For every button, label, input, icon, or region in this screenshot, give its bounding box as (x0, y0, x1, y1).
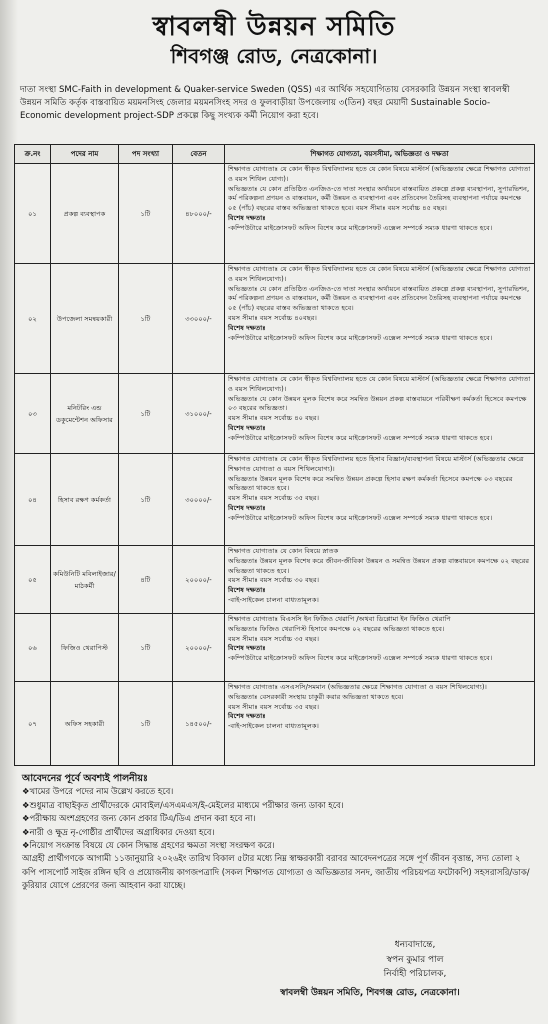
requirement-line: বিশেষ দক্ষতাঃ (228, 503, 266, 512)
header-post-name: পদের নাম (51, 145, 119, 164)
notice-item: ❖ খামের উপরে পদের নাম উল্লেখ করতে হবে। (22, 785, 532, 798)
requirement-line: বিশেষ দক্ষতাঃ (228, 586, 266, 595)
job-requirements (225, 454, 535, 546)
job-post-count: ১টি (119, 374, 173, 454)
job-post-count: ১টি (119, 614, 173, 682)
job-post-name: উপজেলা সমন্বয়কারী (51, 264, 119, 374)
requirement-line: অভিজ্ঞতাঃ উন্নয়ন মূলক বিশেষ করে সমন্বিত উন্নয়ন প্রকল্পে হিসাব রক্ষণ কর্মকর্তা হিসেবে কমপক্ষে ০৩ বছরের অভিজ্ঞতা থাকতে হবে। (228, 474, 513, 493)
job-post-name: মনিটরিং এন্ড ডকুমেন্টেশন অফিসার (51, 374, 119, 454)
requirement-line: -কম্পিউটারে মাইক্রোসফট অফিস বিশেষ করে মাইক্রোসফট এক্সেল সম্পর্কে সম্যক ধারণা থাকতে হবে। (228, 433, 493, 442)
requirement-line: শিক্ষাগত যোগ্যতাঃ যে কোন স্বীকৃত বিশ্ববিদ্যালয় হতে যে কোন বিষয়ে মাস্টার্স (অভিজ্ঞতার ক্ষেত্রে শিক্ষাগত যোগ্যতা ও বয়স শিথিলযোগ্য)। (228, 375, 531, 393)
requirement-line: অভিজ্ঞতাঃ ফিজিও থেরাপিস্ট হিসাবে কমপক্ষে ০২ বছরের অভিজ্ঞতা থাকতে হবে। (228, 624, 445, 633)
notice-section (22, 772, 532, 893)
intro-paragraph: দাতা সংস্থা SMC-Faith in development & Quaker-service Sweden (QSS) এর আর্থিক সহযোগিতায় বেসরকারি উন্নয়ন সংস্থা স্বাবলম্বী উন্নয়ন সমিতি কর্তৃক বাস্তবায়িত ময়মনসিংহ জেলার ময়মনসিংহ সদর ও ফুলবাড়ীয়া উপজেলায় ৩(তিন) বছর মেয়াদী Sustainable Socio- Economic development project-SDP প্রকল্পে কিছু সংখ্যক কর্মী নিয়োগ করা হবে। (20, 85, 510, 121)
requirement-line: অভিজ্ঞতাঃ উন্নয়ন মূলক বিশেষ করে জীবন-জীবিকা উন্নয়ন ও সমন্বিত উন্নয়ন প্রকল্প বাস্তবায়নে কমপক্ষে ০২ বছরের অভিজ্ঞতা থাকতে হবে। (228, 556, 530, 575)
requirement-line: বয়স সীমাঃ বয়স সর্বোচ্চ ৩৫ বছর। (228, 702, 320, 711)
table-row (15, 546, 535, 614)
requirement-line: শিক্ষাগত যোগ্যতাঃ যে কোন বিষয়ে স্নাতক (228, 547, 339, 555)
signature-greeting: ধন্যবাদান্তে, (394, 940, 436, 950)
header-salary: বেতন (173, 145, 225, 164)
requirement-line: -কম্পিউটারে মাইক্রোসফট অফিস বিশেষ করে মাইক্রোসফট এক্সেল সম্পর্কে সম্যক ধারণা থাকতে হবে। (228, 654, 493, 663)
job-serial: ০৪ (15, 454, 51, 546)
signatory-designation: নির্বাহী পরিচালক, (383, 969, 447, 979)
requirement-line: শিক্ষাগত যোগ্যতাঃ যে কোন স্বীকৃত বিশ্ববিদ্যালয় হতে হিসাব বিজ্ঞান/ব্যবস্থাপনা বিষয়ে মাস্টার্স (অভিজ্ঞতার ক্ষেত্রে শিক্ষাগত যোগ্যতা ও বয়স শিথিলযোগ্য)। (228, 455, 524, 473)
table-header-row (15, 145, 535, 164)
requirement-line: অভিজ্ঞতাঃ যে কোন প্রতিষ্ঠিত এনজিও-তে দাতা সংস্থার অর্থায়নে বাস্তবায়িত প্রকল্পে প্রকল্প ব্যবস্থাপনা, সুপারভিশন, কর্ম পরিকল্পনা প্রণয়ন ও বাস্তবায়ন, কর্মী উন্নয়ন ও ব্যবস্থাপনা এবং প্রতিবেদন তৈরিসহ ব্যবস্থাপনা পর্যায়ে কমপক্ষে ০৫ (পাঁচ) বছরের বাস্তব অভিজ্ঞতা থাকতে হবে। (228, 284, 530, 313)
job-post-name: ফিজিও থেরাপিস্ট (51, 614, 119, 682)
job-post-name: হিসাব রক্ষণ কর্মকর্তা (51, 454, 119, 546)
requirement-line: অভিজ্ঞতাঃ বেসরকারী সংস্থায় চাকুরী করার অভিজ্ঞতা থাকতে হবে। (228, 692, 404, 701)
requirement-line: শিক্ষাগত যোগ্যতাঃ যে কোন স্বীকৃত বিশ্ববিদ্যালয় হতে যে কোন বিষয়ে মাস্টার্স (অভিজ্ঞতার ক্ষেত্রে শিক্ষাগত যোগ্যতা ও বয়স শিথিলযোগ্য)। (228, 265, 531, 283)
requirement-line: বয়স সীমাঃ বয়স সর্বোচ্চ ৪০বছর। (228, 313, 317, 322)
job-salary: ৩৩০০০/- (173, 264, 225, 374)
application-instructions: আগ্রহী প্রার্থীগণকে আগামী ১১জানুয়ারি ২০২৬ইং তারিখ বিকাল ৫টার মধ্যে নিম্ন স্বাক্ষরকারী বরাবর আবেদনপত্রের সঙ্গে পূর্ণ জীবন বৃত্তান্ত, সদ্য তোলা ২ কপি পাসপোর্ট সাইজ রঙ্গিন ছবি ও প্রয়োজনীয় কাগজপত্রাদি (সকল শিক্ষাগত যোগ্যতা ও অভিজ্ঞতার সনদ, জাতীয় পরিচয়পত্র ফটোকপি) সহসরাসরি/ডাক/কুরিয়ার যোগে প্রেরণের জন্য আহবান করা যাচ্ছে। (22, 853, 530, 891)
org-address: শিবগঞ্জ রোড, নেত্রকোনা। (170, 44, 378, 68)
job-post-name: অফিস সহকারী (51, 682, 119, 766)
table-row (15, 614, 535, 682)
table-row (15, 164, 535, 264)
requirement-line: বিশেষ দক্ষতাঃ (228, 644, 266, 653)
requirement-line: -বাই-সাইকেল চালনা বাধ্যতামূলক। (228, 722, 319, 731)
requirement-line: -বাই-সাইকেল চালনা বাধ্যতামূলক। (228, 595, 319, 604)
requirement-line: বিশেষ দক্ষতাঃ (228, 213, 266, 222)
requirement-line: শিক্ষাগত যোগ্যতাঃ এসএসসি/সমমান (অভিজ্ঞতার ক্ষেত্রে শিক্ষাগত যোগ্যতা ও বয়স শিথিলযোগ্য)। (228, 683, 487, 691)
requirement-line: অভিজ্ঞতাঃ যে কোন উন্নয়ন মূলক বিশেষ করে সমন্বিত উন্নয়ন প্রকল্প বাস্তবায়নে পরিবীক্ষণ কর্মকর্তা হিসেবে কমপক্ষে ০৩ বছরের অভিজ্ঞতা। (228, 394, 527, 413)
requirement-line: বয়স সীমাঃ বয়স সর্বোচ্চ ৩৫ বছর। (228, 494, 320, 503)
table-row (15, 454, 535, 546)
job-requirements (225, 682, 535, 766)
job-requirements (225, 164, 535, 264)
requirement-line: বিশেষ দক্ষতাঃ (228, 712, 266, 721)
job-salary: ৩১০০০/- (173, 374, 225, 454)
signature-block (290, 938, 540, 982)
job-post-count: ১টি (119, 682, 173, 766)
job-serial: ০২ (15, 264, 51, 374)
notice-item: ❖ শুধুমাত্র বাছাইকৃত প্রার্থীদেরকে মোবাইল/এসএমএস/ই-মেইলের মাধ্যমে পরীক্ষার জন্য ডাকা হবে। (22, 799, 532, 812)
requirement-line: অভিজ্ঞতাঃ যে কোন প্রতিষ্ঠিত এনজিও-তে দাতা সংস্থার অর্থায়নে বাস্তবায়িত প্রকল্পে প্রকল্প ব্যবস্থাপনা, সুপারভিশন, কর্ম পরিকল্পনা প্রণয়ন ও বাস্তবায়ন, কর্মী উন্নয়ন ও ব্যবস্থাপনা এবং প্রতিবেদন তৈরিসহ ব্যবস্থাপনা পর্যায়ে কমপক্ষে ০৫ (পাঁচ) বছরের বাস্তব অভিজ্ঞতা থাকতে হবে। বয়স সীমাঃ বয়স সর্বোচ্চ ৪৫ বছর। (228, 184, 530, 213)
job-salary: ৩০০০০/- (173, 454, 225, 546)
job-post-count: ১টি (119, 264, 173, 374)
requirement-line: -কম্পিউটারে মাইক্রোসফট অফিস বিশেষ করে মাইক্রোসফট এক্সেল সম্পর্কে সম্যক ধারণা থাকতে হবে। (228, 223, 493, 232)
job-post-count: ১টি (119, 164, 173, 264)
table-row (15, 374, 535, 454)
requirement-line: বয়স সীমাঃ বয়স সর্বোচ্চ ৪০ বছর। (228, 414, 320, 423)
job-salary: ১৪৫০০/- (173, 682, 225, 766)
jobs-table-body (15, 164, 535, 766)
job-post-count: ১টি (119, 454, 173, 546)
signatory-organization: স্বাবলম্বী উন্নয়ন সমিতি, শিবগঞ্জ রোড, নেত্রকোনা। (280, 988, 460, 998)
job-serial: ০১ (15, 164, 51, 264)
job-post-count: ৪টি (119, 546, 173, 614)
header-post-count: পদ সংখ্যা (119, 145, 173, 164)
job-salary: ২০০০০/- (173, 614, 225, 682)
notice-item: ❖ পরীক্ষায় অংশগ্রহণের জন্য কোন প্রকার টিএ/ডিএ প্রদান করা হবে না। (22, 812, 532, 825)
requirement-line: শিক্ষাগত যোগ্যতাঃ বিএসসি ইন ফিজিও থেরাপি /অথবা ডিপ্লোমা ইন ফিজিও থেরাপি (228, 615, 451, 623)
job-requirements (225, 374, 535, 454)
requirement-line: -কম্পিউটারে মাইক্রোসফট অফিস বিশেষ করে মাইক্রোসফট এক্সেল সম্পর্কে সম্যক ধারণা থাকতে হবে। (228, 333, 493, 342)
requirement-line: বিশেষ দক্ষতাঃ (228, 423, 266, 432)
job-serial: ০৭ (15, 682, 51, 766)
table-row (15, 682, 535, 766)
job-requirements (225, 614, 535, 682)
job-serial: ০৬ (15, 614, 51, 682)
requirement-line: শিক্ষাগত যোগ্যতাঃ যে কোন স্বীকৃত বিশ্ববিদ্যালয় হতে যে কোন বিষয়ে মাস্টার্স (অভিজ্ঞতার ক্ষেত্রে শিক্ষাগত যোগ্যতা ও বয়স শিথিল যোগ্য)। (228, 165, 531, 183)
job-requirements (225, 264, 535, 374)
jobs-table (14, 144, 535, 766)
header-serial: ক্র.নং (15, 145, 51, 164)
job-salary: ২০০০০/- (173, 546, 225, 614)
requirement-line: বয়স সীমাঃ বয়স সর্বোচ্চ ৩৫ বছর। (228, 634, 320, 643)
notice-item: ❖ নিয়োগ সংক্রান্ত বিষয়ে যে কোন সিদ্ধান্ত গ্রহণের ক্ষমতা সংস্থা সংরক্ষণ করে। (22, 839, 532, 852)
job-post-name: প্রকল্প ব্যবস্থাপক (51, 164, 119, 264)
job-post-name: কমিউনিটি মবিলাইজার/মাঠকর্মী (51, 546, 119, 614)
job-serial: ০৫ (15, 546, 51, 614)
requirement-line: বয়স সীমাঃ বয়স সর্বোচ্চ ৩০ বছর। (228, 576, 320, 585)
job-serial: ০৩ (15, 374, 51, 454)
notice-heading: আবেদনের পূর্বে অবশ্যই পালনীয়ঃ (22, 773, 148, 784)
header-requirements: শিক্ষাগত যোগ্যতা, বয়সসীমা, অভিজ্ঞতা ও দক্ষতা (225, 145, 535, 164)
job-salary: ৪৮০০০/- (173, 164, 225, 264)
notice-item: ❖ নারী ও ক্ষুদ্র নৃ-গোষ্ঠীর প্রার্থীদের অগ্রাধিকার দেওয়া হবে। (22, 826, 532, 839)
requirement-line: বিশেষ দক্ষতাঃ (228, 323, 266, 332)
signatory-name: স্বপন কুমার পাল (386, 954, 444, 965)
org-title: স্বাবলম্বী উন্নয়ন সমিতি (152, 12, 396, 42)
job-requirements (225, 546, 535, 614)
requirement-line: -কম্পিউটারে মাইক্রোসফট অফিস বিশেষ করে মাইক্রোসফট এক্সেল সম্পর্কে সম্যক ধারণা থাকতে হবে। (228, 513, 493, 522)
table-row (15, 264, 535, 374)
